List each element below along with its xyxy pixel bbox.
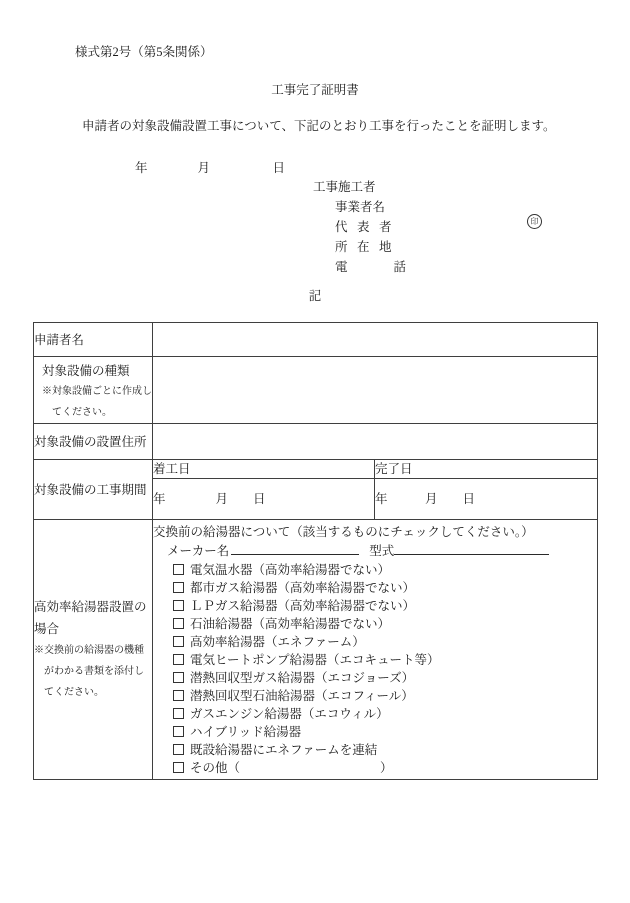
- option-row: [173, 561, 597, 579]
- end-date-header: 完了日: [375, 460, 598, 479]
- checkbox-icon[interactable]: [173, 744, 184, 755]
- option-row: [173, 669, 597, 687]
- business-name-label: 事業者名: [335, 200, 386, 214]
- checkbox-icon[interactable]: [173, 654, 184, 665]
- form-number: 様式第2号（第5条関係）: [75, 45, 213, 59]
- option-row: [173, 651, 597, 669]
- phone-label: 電話: [335, 260, 453, 274]
- equipment-type-label: 対象設備の種類: [42, 364, 130, 378]
- option-row: [173, 723, 597, 741]
- option-row: [173, 579, 597, 597]
- equipment-type-note: ※対象設備ごとに作成し てください。: [42, 386, 152, 418]
- option-label: 都市ガス給湯器（高効率給湯器でない）: [190, 580, 416, 595]
- option-label: その他（: [190, 760, 241, 775]
- applicant-name-label: 申請者名: [34, 323, 153, 357]
- checkbox-icon[interactable]: [173, 708, 184, 719]
- option-label: 高効率給湯器（エネファーム）: [190, 634, 365, 649]
- close-paren: ）: [380, 760, 393, 775]
- heater-intro: 交換前の給湯器について（該当するものにチェックしてください。）: [153, 524, 534, 539]
- install-address-cell[interactable]: [153, 424, 598, 460]
- model-input-line[interactable]: [394, 542, 549, 555]
- certification-statement: 申請者の対象設備設置工事について、下記のとおり工事を行ったことを証明します。: [82, 119, 556, 133]
- start-date-cell[interactable]: 年 月 日: [153, 479, 375, 520]
- start-date-header: 着工日: [153, 460, 375, 479]
- maker-label: メーカー名: [167, 543, 230, 558]
- option-row: [173, 705, 597, 723]
- document-title: 工事完了証明書: [271, 83, 359, 97]
- applicant-name-cell[interactable]: [153, 323, 598, 357]
- model-label: 型式: [369, 543, 395, 558]
- checkbox-icon[interactable]: [173, 582, 184, 593]
- option-row: [173, 687, 597, 705]
- checkbox-icon[interactable]: [173, 618, 184, 629]
- heater-checklist-cell: [153, 520, 598, 780]
- option-row: [173, 741, 597, 759]
- heater-section-label-cell: 高効率給湯器設置の 場合 ※交換前の給湯器の機種 がわかる書類を添付し てください。: [34, 520, 153, 780]
- completion-form-table: [33, 322, 598, 780]
- end-date-cell[interactable]: 年 月 日: [375, 479, 598, 520]
- checkbox-icon[interactable]: [173, 762, 184, 773]
- equipment-type-label-cell: [34, 357, 153, 424]
- checkbox-icon[interactable]: [173, 726, 184, 737]
- contractor-heading: 工事施工者: [313, 180, 376, 194]
- option-row: [173, 597, 597, 615]
- address-label: 所在地: [335, 240, 402, 254]
- seal-mark-icon: 印: [527, 214, 542, 229]
- checkbox-icon[interactable]: [173, 636, 184, 647]
- work-period-label: 対象設備の工事期間: [34, 460, 153, 520]
- representative-label: 代表者: [335, 220, 402, 234]
- install-address-label: 対象設備の設置住所: [34, 424, 153, 460]
- checkbox-icon[interactable]: [173, 690, 184, 701]
- option-label: 潜熱回収型ガス給湯器（エコジョーズ）: [190, 670, 415, 685]
- option-row: [173, 615, 597, 633]
- option-label: 電気ヒートポンプ給湯器（エコキュート等）: [190, 652, 440, 667]
- maker-model-line: [167, 542, 597, 561]
- heater-section-label: 高効率給湯器設置の: [34, 600, 147, 614]
- option-label: 潜熱回収型石油給湯器（エコフィール）: [190, 688, 414, 703]
- option-row: [173, 633, 597, 651]
- checkbox-icon[interactable]: [173, 600, 184, 611]
- option-label: ＬＰガス給湯器（高効率給湯器でない）: [190, 598, 416, 613]
- maker-input-line[interactable]: [231, 542, 359, 555]
- date-line[interactable]: 年 月 日: [135, 161, 286, 175]
- option-label: 石油給湯器（高効率給湯器でない）: [190, 616, 391, 631]
- equipment-type-cell[interactable]: [153, 357, 598, 424]
- option-label: 電気温水器（高効率給湯器でない）: [190, 562, 391, 577]
- heater-section-note: ※交換前の給湯器の機種 がわかる書類を添付し てください。: [34, 645, 144, 698]
- option-row-other: [173, 759, 597, 777]
- checkbox-icon[interactable]: [173, 564, 184, 575]
- option-label: ハイブリッド給湯器: [190, 724, 302, 739]
- ki-marker: 記: [308, 289, 322, 303]
- option-label: ガスエンジン給湯器（エコウィル）: [190, 706, 389, 721]
- checkbox-icon[interactable]: [173, 672, 184, 683]
- option-label: 既設給湯器にエネファームを連結: [190, 742, 378, 757]
